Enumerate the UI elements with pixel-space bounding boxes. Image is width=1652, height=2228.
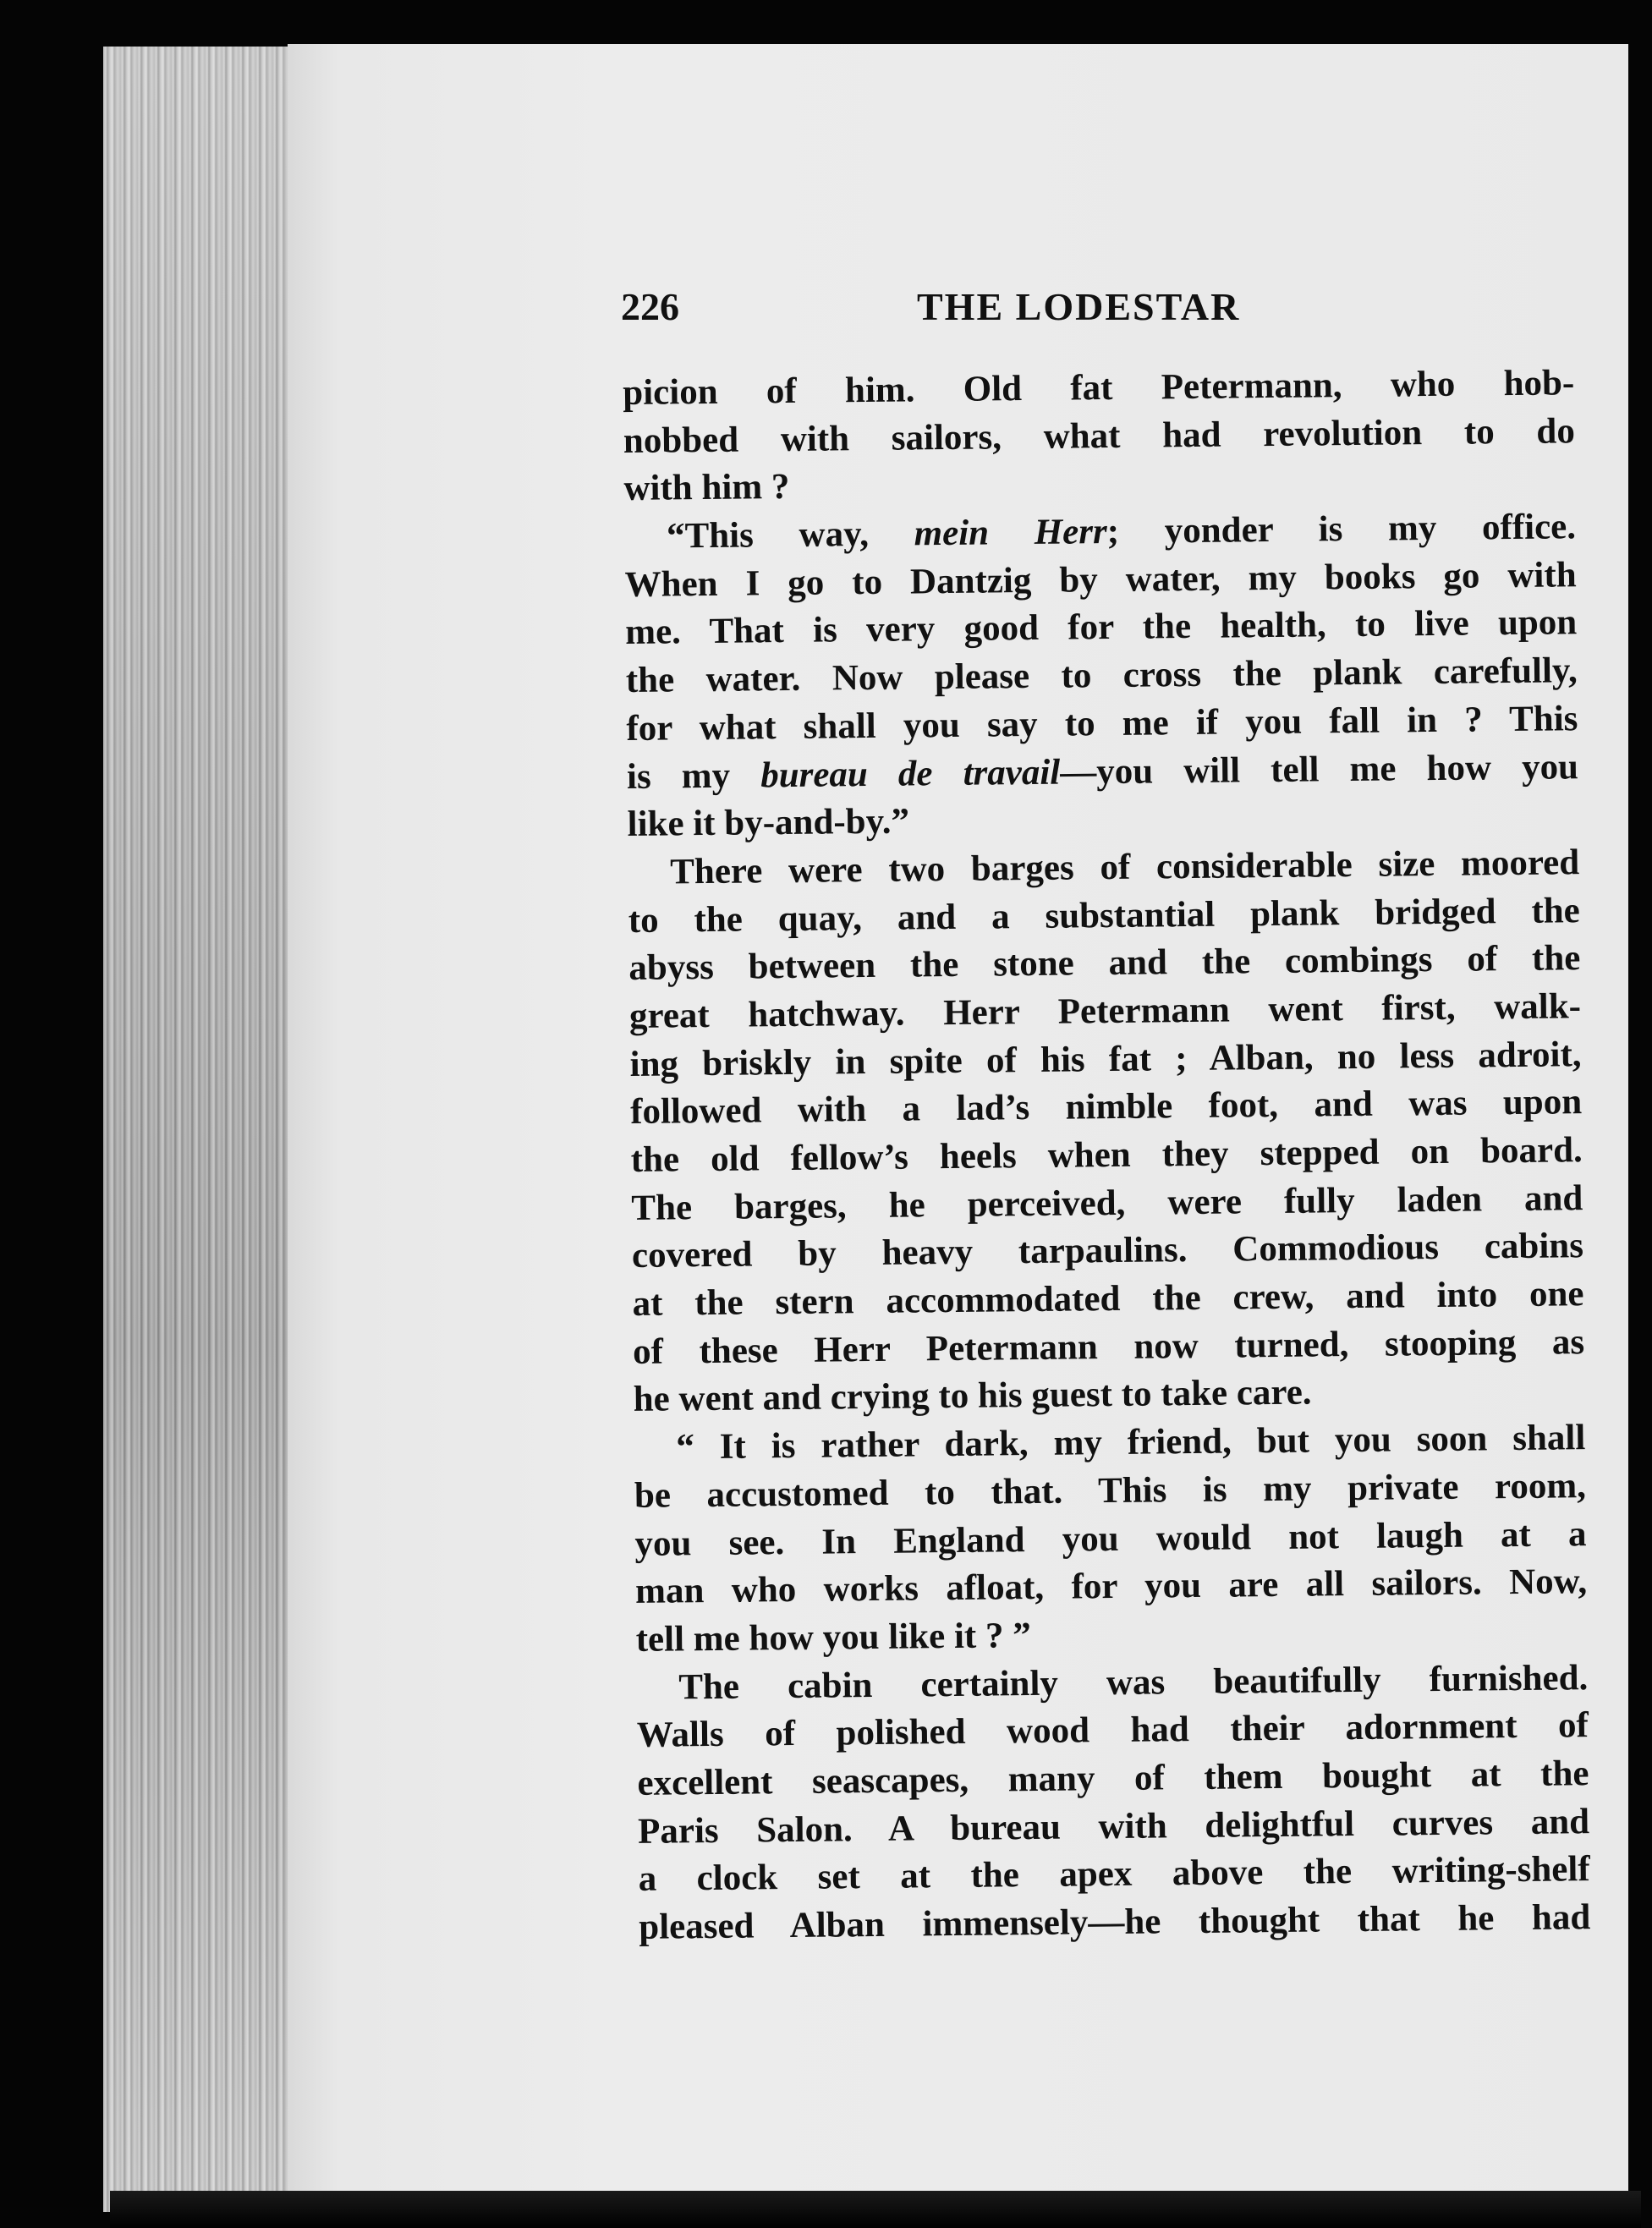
text-line: you see. In England you would not laugh at a <box>634 1513 1587 1564</box>
text-span: ; yonder is my office. <box>1106 507 1577 552</box>
text-line: great hatchway. Herr Petermann went first, walk- <box>628 986 1582 1036</box>
text-line: Paris Salon. A bureau with delightful curves and <box>637 1801 1590 1852</box>
text-line: nobbed with sailors, what had revolution to do <box>623 410 1576 461</box>
text-line: a clock set at the apex above the writing-shelf <box>638 1849 1590 1900</box>
text-line: When I go to Dantzig by water, my books go with <box>624 554 1577 605</box>
text-line: with him ? <box>623 467 790 509</box>
text-line <box>627 744 1579 801</box>
text-line: the water. Now please to cross the plank carefully, <box>625 650 1578 701</box>
text-line: excellent seascapes, many of them bought at the <box>637 1753 1589 1803</box>
text-span: —you will tell me how you <box>1059 746 1579 793</box>
text-line: followed with a lad’s nimble foot, and was upon <box>629 1082 1583 1133</box>
text-line: pleased Alban immensely—he thought that he had <box>639 1897 1591 1947</box>
text-line: be accustomed to that. This is my private room, <box>634 1465 1587 1516</box>
text-line: me. That is very good for the health, to live upon <box>625 602 1578 653</box>
italic-phrase: bureau de travail <box>760 752 1061 795</box>
text-line: abyss between the stone and the combings of the <box>628 938 1581 989</box>
text-line: of these Herr Petermann now turned, stooping as <box>632 1321 1585 1372</box>
text-line: to the quay, and a substantial plank bridged the <box>628 890 1581 941</box>
text-line: for what shall you say to me if you fall in ? This <box>626 699 1578 749</box>
bottom-shadow <box>110 2191 1641 2228</box>
text-line: Walls of polished wood had their adornment of <box>636 1705 1589 1756</box>
text-line: covered by heavy tarpaulins. Commodious cabins <box>631 1226 1584 1276</box>
running-head: THE LODESTAR <box>917 285 1241 328</box>
text-line: ing briskly in spite of his fat ; Alban, no less adroit, <box>629 1034 1582 1084</box>
text-line: “ It is rather dark, my friend, but you soon shall <box>676 1418 1586 1468</box>
text-line: The barges, he perceived, were fully laden and <box>631 1177 1583 1228</box>
text-line: The cabin certainly was beautifully furnished. <box>678 1657 1589 1707</box>
text-line: at the stern accommodated the crew, and into one <box>632 1274 1584 1325</box>
text-span: “This way, <box>666 513 914 557</box>
text-line: like it by-and-by.” <box>627 801 910 845</box>
text-line: he went and crying to his guest to take care. <box>633 1372 1312 1420</box>
text-line: picion of him. Old fat Petermann, who hob- <box>623 363 1575 413</box>
text-line: the old fellow’s heels when they stepped on board. <box>630 1130 1583 1180</box>
page-number: 226 <box>621 285 679 328</box>
text-line: tell me how you like it ? ” <box>635 1615 1031 1660</box>
text-span: is my <box>626 755 761 797</box>
body-text <box>623 359 1591 1951</box>
page-header <box>621 284 1594 343</box>
text-line: man who works afloat, for you are all sailors. Now, <box>634 1561 1588 1612</box>
italic-phrase: mein Herr <box>914 512 1107 554</box>
text-line: There were two barges of considerable size moored <box>669 842 1580 892</box>
